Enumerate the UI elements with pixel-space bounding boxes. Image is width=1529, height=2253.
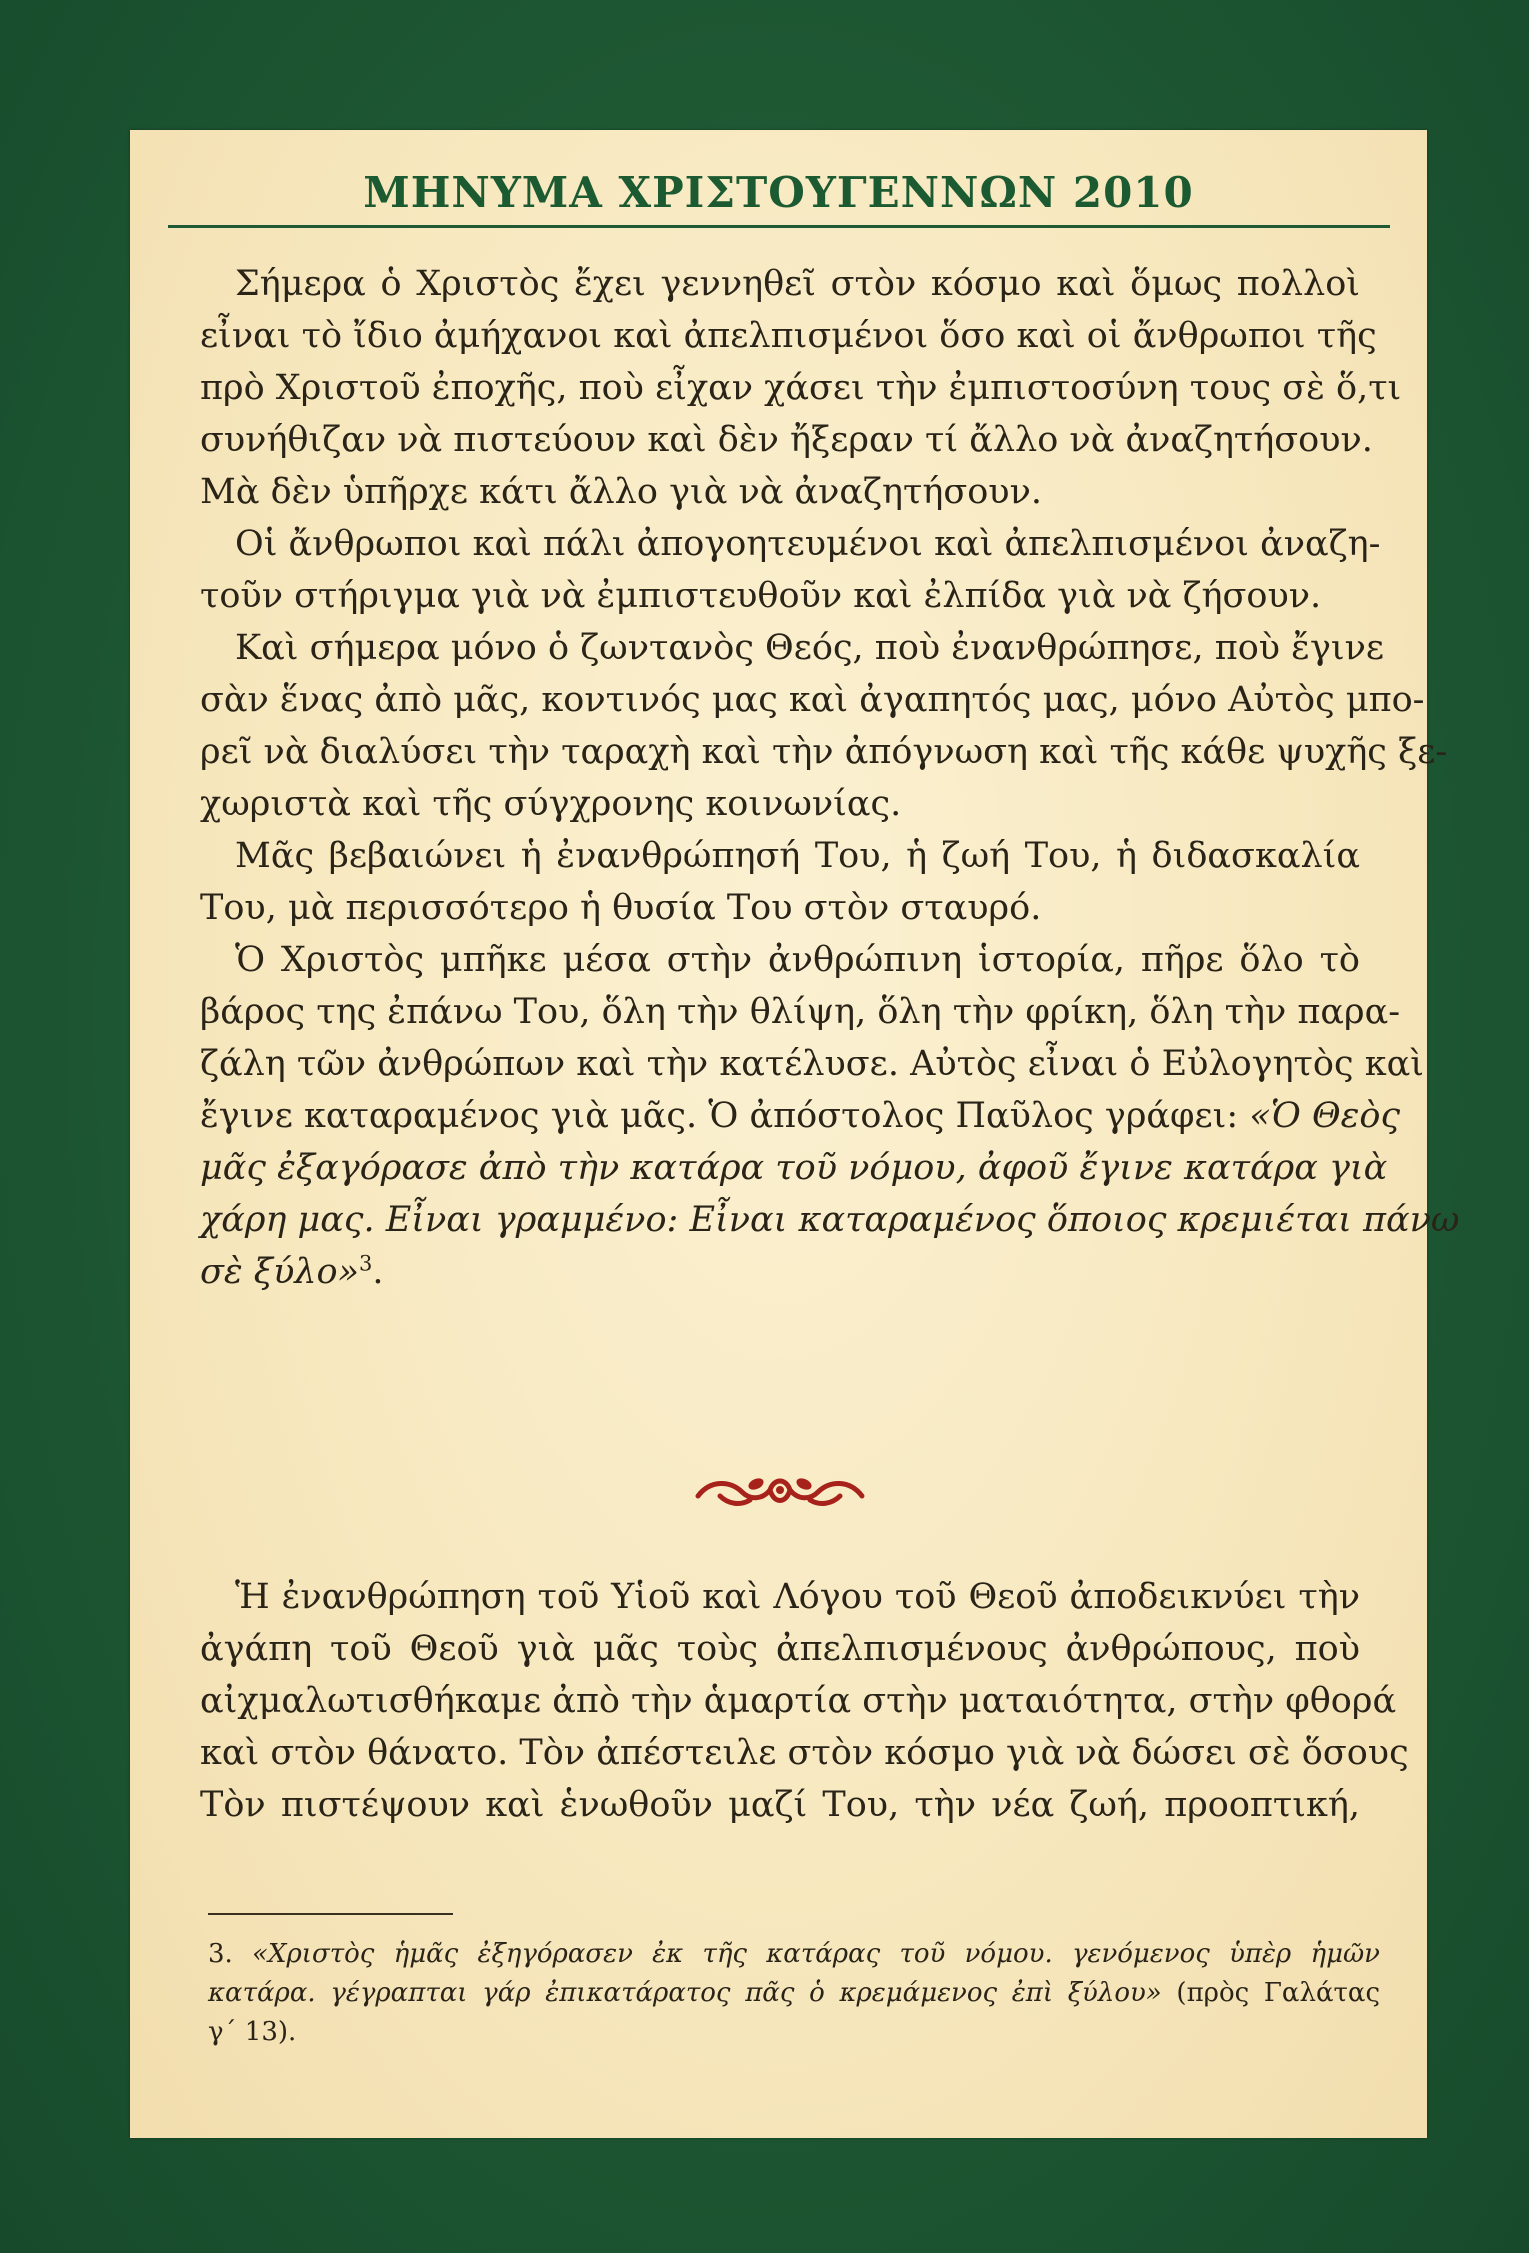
text-line: συνήθιζαν νὰ πιστεύουν καὶ δὲν ἤξεραν τί ἄλλο νὰ ἀναζητήσουν. [200, 420, 1373, 460]
text-line: σὰν ἕνας ἀπὸ μᾶς, κοντινός μας καὶ ἀγαπητός μας, μόνο Αὐτὸς μπο- [200, 680, 1425, 720]
footnote-source: (πρὸς Γαλάτας [1161, 1978, 1381, 2008]
quote-line: χάρη μας. Εἶναι γραμμένο: Εἶναι καταραμένος ὅποιος κρεμιέται πάνω [200, 1200, 1460, 1240]
text-line: Σήμερα ὁ Χριστὸς ἔχει γεννηθεῖ στὸν κόσμο καὶ ὅμως πολλοὶ [235, 264, 1360, 304]
text-line: ἀγάπη τοῦ Θεοῦ γιὰ μᾶς τοὺς ἀπελπισμένους ἀνθρώπους, ποὺ [200, 1629, 1360, 1669]
footnote-quote: «Χριστὸς ἡμᾶς ἐξηγόρασεν ἐκ τῆς κατάρας τοῦ νόμου. γενόμενος ὑπὲρ ἡμῶν [252, 1939, 1380, 1969]
paper-page [130, 130, 1460, 2138]
article-body-continued [200, 1571, 1409, 1831]
quote-end: σὲ ξύλο» [200, 1252, 360, 1292]
text-line: Του, μὰ περισσότερο ἡ θυσία Του στὸν σταυρό. [200, 888, 1042, 928]
text-line: καὶ στὸν θάνατο. Τὸν ἀπέστειλε στὸν κόσμο γιὰ νὰ δώσει σὲ ὅσους [200, 1733, 1409, 1773]
footnote-quote: κατάρα. γέγραπται γάρ ἐπικατάρατος πᾶς ὁ κρεμάμενος ἐπὶ ξύλου» [208, 1978, 1162, 2008]
footnote-line [208, 1974, 1380, 2013]
text-segment: . [372, 1252, 384, 1292]
text-line: αἰχμαλωτισθήκαμε ἀπὸ τὴν ἁμαρτία στὴν ματαιότητα, στὴν φθορά [200, 1681, 1397, 1721]
quote-line: μᾶς ἐξαγόρασε ἀπὸ τὴν κατάρα τοῦ νόμου, ἀφοῦ ἔγινε κατάρα γιὰ [200, 1148, 1388, 1188]
paragraph-1 [200, 258, 1402, 518]
text-line: πρὸ Χριστοῦ ἐποχῆς, ποὺ εἶχαν χάσει τὴν ἐμπιστοσύνη τους σὲ ὅ,τι [200, 368, 1402, 408]
paragraph-2 [200, 518, 1381, 622]
title-underline [168, 225, 1390, 228]
text-line: ρεῖ νὰ διαλύσει τὴν ταραχὴ καὶ τὴν ἀπόγνωση καὶ τῆς κάθε ψυχῆς ξε- [200, 732, 1448, 772]
footnote-number: 3. [208, 1939, 253, 1969]
quote-start: «Ὁ Θεὸς [1249, 1096, 1401, 1136]
paragraph-3 [200, 622, 1448, 830]
text-line: Ὁ Χριστὸς μπῆκε μέσα στὴν ἀνθρώπινη ἱστορία, πῆρε ὅλο τὸ [235, 940, 1360, 980]
text-line: Μὰ δὲν ὑπῆρχε κάτι ἄλλο γιὰ νὰ ἀναζητήσουν. [200, 472, 1042, 512]
footnote [208, 1935, 1380, 2052]
text-line: Μᾶς βεβαιώνει ἡ ἐνανθρώπησή Του, ἡ ζωή Του, ἡ διδασκαλία [235, 836, 1360, 876]
paragraph-5 [200, 934, 1460, 1298]
text-line: τοῦν στήριγμα γιὰ νὰ ἐμπιστευθοῦν καὶ ἐλπίδα γιὰ νὰ ζήσουν. [200, 576, 1322, 616]
text-line: Καὶ σήμερα μόνο ὁ ζωντανὸς Θεός, ποὺ ἐνανθρώπησε, ποὺ ἔγινε [235, 628, 1385, 668]
paragraph-4 [200, 830, 1360, 934]
page-title: ΜΗΝΥΜΑ ΧΡΙΣΤΟΥΓΕΝΝΩΝ 2010 [363, 168, 1194, 217]
text-line: Οἱ ἄνθρωποι καὶ πάλι ἀπογοητευμένοι καὶ ἀπελπισμένοι ἀναζη- [235, 524, 1381, 564]
footnote-line: γ΄ 13). [208, 2017, 297, 2047]
text-line: Ἡ ἐνανθρώπηση τοῦ Υἱοῦ καὶ Λόγου τοῦ Θεοῦ ἀποδεικνύει τὴν [235, 1577, 1360, 1617]
text-line [200, 1090, 1401, 1142]
text-line: βάρος της ἐπάνω Του, ὅλη τὴν θλίψη, ὅλη τὴν φρίκη, ὅλη τὴν παρα- [200, 992, 1401, 1032]
text-line [200, 1246, 1360, 1298]
footnote-divider [208, 1913, 453, 1915]
paragraph-6 [200, 1571, 1409, 1831]
text-line: χωριστὰ καὶ τῆς σύγχρονης κοινωνίας. [200, 784, 902, 824]
article-body [200, 258, 1460, 1298]
footnote-line [208, 1935, 1380, 1974]
text-segment: ἔγινε καταραμένος γιὰ μᾶς. Ὁ ἀπόστολος Παῦλος γράφει: [200, 1096, 1250, 1136]
floral-vine-ornament-icon [690, 1470, 870, 1514]
text-line: Τὸν πιστέψουν καὶ ἑνωθοῦν μαζί Του, τὴν νέα ζωή, προοπτική, [200, 1785, 1360, 1825]
text-line: ζάλη τῶν ἀνθρώπων καὶ τὴν κατέλυσε. Αὐτὸς εἶναι ὁ Εὐλογητὸς καὶ [200, 1044, 1424, 1084]
footnote-ref: 3 [359, 1251, 373, 1276]
text-line: εἶναι τὸ ἴδιο ἀμήχανοι καὶ ἀπελπισμένοι ὅσο καὶ οἱ ἄνθρωποι τῆς [200, 316, 1377, 356]
